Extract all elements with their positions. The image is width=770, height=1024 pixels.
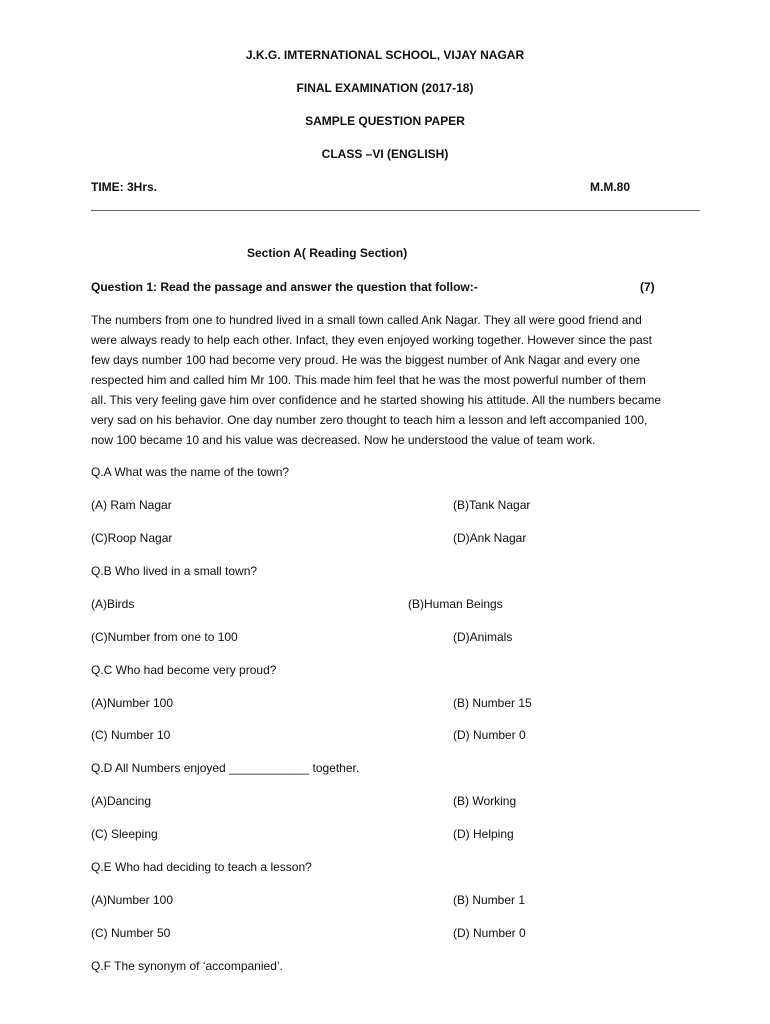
question-b: Q.B Who lived in a small town? bbox=[91, 564, 258, 578]
question-d: Q.D All Numbers enjoyed ____________ together. bbox=[91, 761, 360, 775]
question-a: Q.A What was the name of the town? bbox=[91, 465, 290, 479]
paper-title: SAMPLE QUESTION PAPER bbox=[305, 114, 465, 128]
question-e-option-d: (D) Number 0 bbox=[453, 926, 526, 940]
question-c-option-d: (D) Number 0 bbox=[453, 728, 526, 742]
question-f: Q.F The synonym of ‘accompanied’. bbox=[91, 959, 283, 973]
question-b-option-c: (C)Number from one to 100 bbox=[91, 630, 238, 644]
passage-line: The numbers from one to hundred lived in a small town called Ank Nagar. They all were good friend and bbox=[91, 313, 642, 327]
header-divider bbox=[91, 210, 700, 211]
passage-line: were always ready to help each other. Infact, they even enjoyed working together. However since the past bbox=[91, 333, 652, 347]
exam-title: FINAL EXAMINATION (2017-18) bbox=[296, 81, 474, 95]
question-d-option-d: (D) Helping bbox=[453, 827, 514, 841]
question-a-option-d: (D)Ank Nagar bbox=[453, 531, 527, 545]
question-b-option-a: (A)Birds bbox=[91, 597, 135, 611]
question-d-option-b: (B) Working bbox=[453, 794, 517, 808]
question-c-option-c: (C) Number 10 bbox=[91, 728, 171, 742]
passage-line: now 100 became 10 and his value was decreased. Now he understood the value of team work. bbox=[91, 433, 596, 447]
question-d-option-c: (C) Sleeping bbox=[91, 827, 158, 841]
question-b-option-b: (B)Human Beings bbox=[408, 597, 503, 611]
question-a-option-a: (A) Ram Nagar bbox=[91, 498, 172, 512]
section-title: Section A( Reading Section) bbox=[247, 246, 408, 260]
question-e: Q.E Who had deciding to teach a lesson? bbox=[91, 860, 312, 874]
question-b-option-d: (D)Animals bbox=[453, 630, 513, 644]
question-e-option-a: (A)Number 100 bbox=[91, 893, 174, 907]
question-c-option-a: (A)Number 100 bbox=[91, 696, 174, 710]
passage-line: few days number 100 had become very proud. He was the biggest number of Ank Nagar and every one bbox=[91, 353, 640, 367]
school-name: J.K.G. IMTERNATIONAL SCHOOL, VIJAY NAGAR bbox=[245, 48, 525, 62]
class-title: CLASS –VI (ENGLISH) bbox=[321, 147, 449, 161]
reading-passage bbox=[91, 310, 703, 450]
question-e-option-c: (C) Number 50 bbox=[91, 926, 171, 940]
question-e-option-b: (B) Number 1 bbox=[453, 893, 526, 907]
passage-line: respected him and called him Mr 100. This made him feel that he was the most powerful number of them bbox=[91, 373, 646, 387]
question-1-prompt: Question 1: Read the passage and answer the question that follow:- bbox=[91, 280, 478, 294]
question-c-option-b: (B) Number 15 bbox=[453, 696, 532, 710]
question-1-marks: (7) bbox=[640, 280, 655, 294]
question-a-option-c: (C)Roop Nagar bbox=[91, 531, 173, 545]
max-marks-label: M.M.80 bbox=[590, 180, 631, 194]
question-c: Q.C Who had become very proud? bbox=[91, 663, 277, 677]
question-d-option-a: (A)Dancing bbox=[91, 794, 152, 808]
time-label: TIME: 3Hrs. bbox=[91, 180, 158, 194]
passage-line: very sad on his behavior. One day number zero thought to teach him a lesson and left accompanied 100, bbox=[91, 413, 648, 427]
passage-line: all. This very feeling gave him over confidence and he started showing his attitude. All the numbers became bbox=[91, 393, 662, 407]
question-a-option-b: (B)Tank Nagar bbox=[453, 498, 531, 512]
